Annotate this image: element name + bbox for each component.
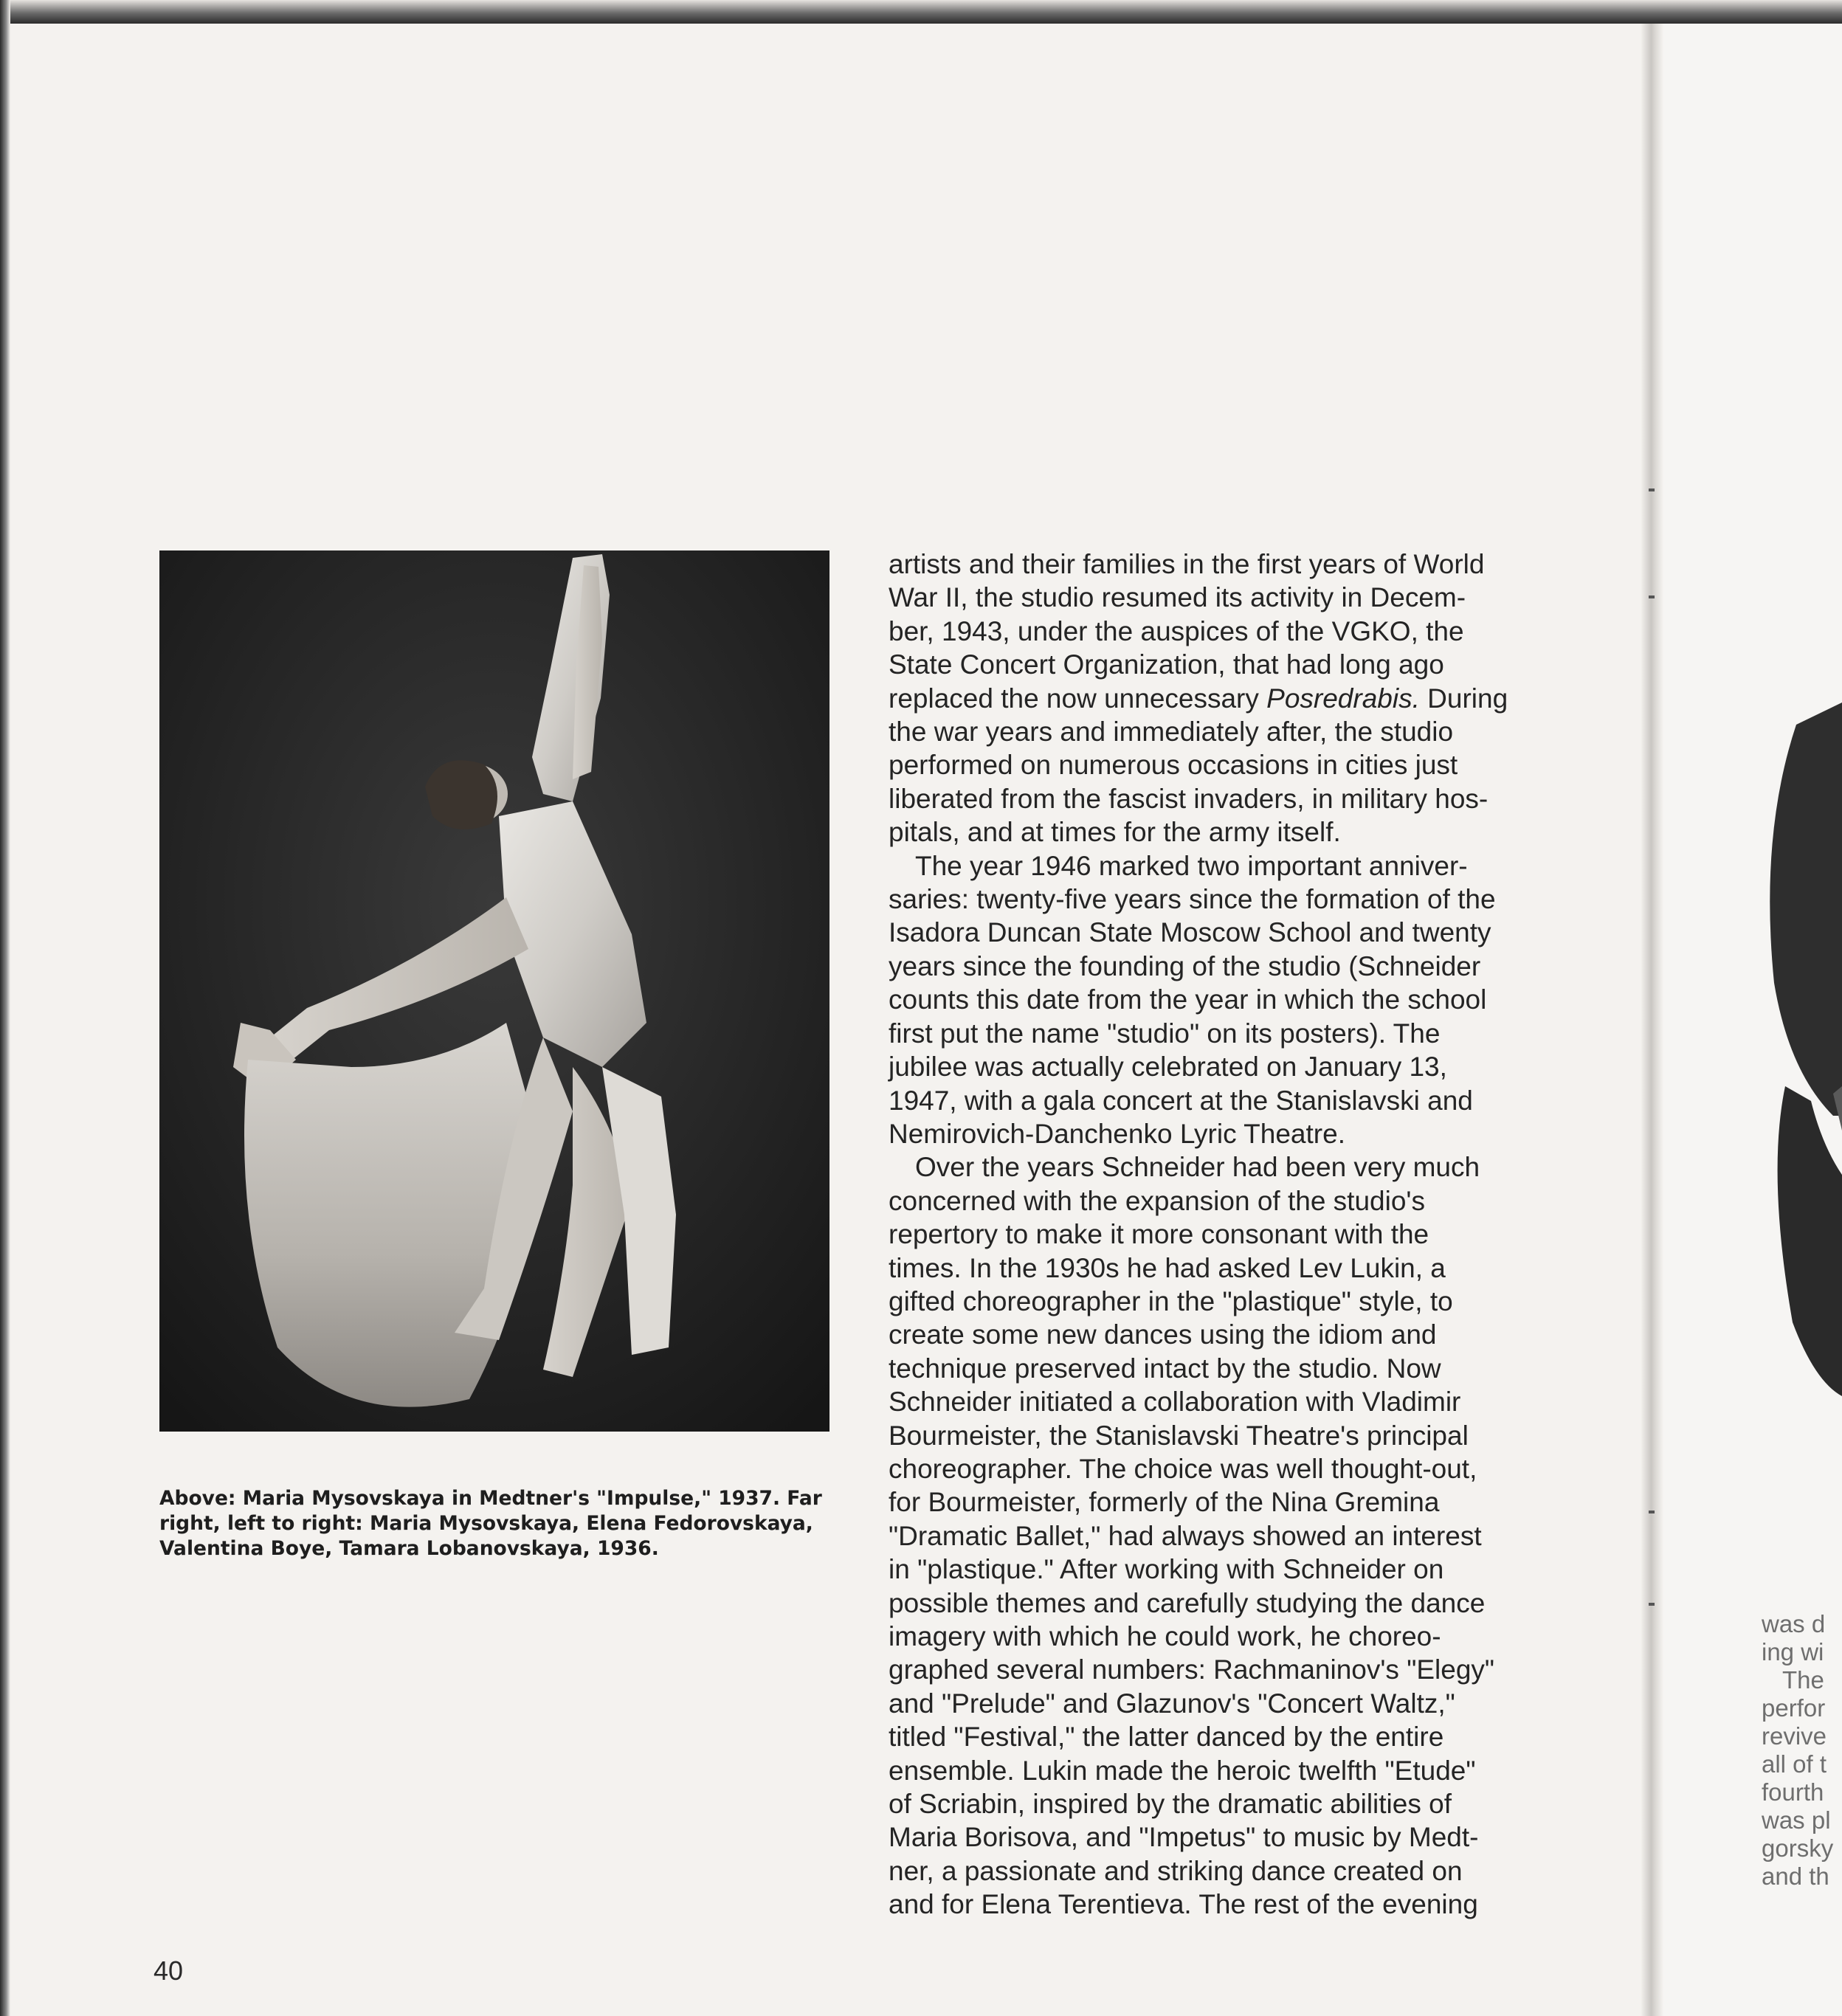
body-line: War II, the studio resumed its activity in Decem- [889,582,1466,613]
body-line: Maria Borisova, and "Impetus" to music by Medt- [889,1822,1479,1853]
body-line: "Dramatic Ballet," had always showed an interest [889,1520,1482,1551]
scan-left-edge [0,0,10,2016]
body-line: performed on numerous occasions in cities just [889,750,1458,781]
paragraph-start: The year 1946 marked two important anniver- [915,850,1468,881]
body-line: artists and their families in the first years of World [889,549,1485,579]
facing-line: revive [1762,1722,1827,1750]
binding-mark [1649,489,1655,491]
facing-line: all of t [1762,1750,1827,1778]
body-line: gifted choreographer in the "plastique" style, to [889,1285,1453,1316]
book-spine [1641,24,1663,2016]
body-line: titled "Festival," the latter danced by the entire [889,1722,1444,1753]
body-text-span: During [1419,683,1508,714]
facing-line: was pl [1762,1806,1831,1834]
body-line: Isadora Duncan State Moscow School and twenty [889,917,1491,948]
paragraph-start: Over the years Schneider had been very much [915,1152,1480,1183]
body-line: jubilee was actually celebrated on January 13, [889,1052,1447,1083]
body-line: for Bourmeister, formerly of the Nina Gremina [889,1487,1440,1518]
facing-page-text [1762,1610,1842,1891]
facing-line: fourth [1762,1778,1824,1806]
body-line: State Concert Organization, that had long ago [889,649,1444,680]
body-line: liberated from the fascist invaders, in military hos- [889,783,1489,814]
body-line: technique preserved intact by the studio. Now [889,1353,1441,1384]
facing-line: was d [1762,1610,1826,1637]
body-line: and "Prelude" and Glazunov's "Concert Waltz," [889,1688,1455,1719]
body-line: 1947, with a gala concert at the Stanislavski and [889,1085,1473,1116]
facing-line: gorsky [1762,1834,1834,1862]
body-line: imagery with which he could work, he choreo- [889,1621,1441,1651]
body-line: times. In the 1930s he had asked Lev Lukin, a [889,1252,1446,1283]
body-line: Bourmeister, the Stanislavski Theatre's principal [889,1420,1469,1451]
caption-line: right, left to right: Maria Mysovskaya, Elena Fedorovskaya, [159,1512,813,1535]
caption-line: Above: Maria Mysovskaya in Medtner's "Impulse," 1937. Far [159,1487,822,1510]
body-text-span: replaced the now unnecessary [889,683,1267,714]
body-line: saries: twenty-five years since the formation of the [889,884,1496,915]
body-line: years since the founding of the studio (Schneider [889,950,1481,981]
binding-mark [1649,1603,1655,1606]
body-line: in "plastique." After working with Schneider on [889,1554,1444,1585]
binding-mark [1649,596,1655,598]
body-line: graphed several numbers: Rachmaninov's "Elegy" [889,1654,1495,1685]
caption-line: Valentina Boye, Tamara Lobanovskaya, 1936. [159,1537,659,1560]
body-line: ner, a passionate and striking dance created on [889,1855,1463,1886]
facing-line: The [1782,1666,1824,1694]
body-line: counts this date from the year in which the school [889,984,1487,1015]
body-line: the war years and immediately after, the studio [889,717,1454,748]
body-line: Nemirovich-Danchenko Lyric Theatre. [889,1118,1345,1149]
body-line: first put the name "studio" on its posters). The [889,1018,1441,1049]
body-line: of Scriabin, inspired by the dramatic abilities of [889,1789,1452,1820]
facing-page-photo-fragment [1663,24,1842,1573]
body-line [889,682,1567,715]
body-line: ber, 1943, under the auspices of the VGKO, the [889,615,1464,646]
body-text-column [889,548,1567,1922]
italic-title: Posredrabis. [1266,683,1420,714]
body-line: pitals, and at times for the army itself. [889,817,1341,848]
body-line: possible themes and carefully studying the dance [889,1587,1486,1618]
dancer-photo [159,550,829,1432]
dancer-photo-image [159,550,829,1432]
body-line: Schneider initiated a collaboration with Vladimir [889,1387,1461,1418]
facing-page [1663,24,1842,2016]
body-line: concerned with the expansion of the studio's [889,1185,1425,1216]
scan-top-edge [0,0,1842,24]
body-line: create some new dances using the idiom and [889,1319,1437,1350]
body-line: repertory to make it more consonant with the [889,1219,1429,1250]
body-line: ensemble. Lukin made the heroic twelfth "Etude" [889,1755,1476,1786]
facing-line: perfor [1762,1694,1826,1722]
body-line: and for Elena Terentieva. The rest of the evening [889,1889,1478,1920]
page-number: 40 [154,1955,184,1986]
body-line: choreographer. The choice was well thought-out, [889,1453,1477,1484]
binding-mark [1649,1511,1655,1513]
facing-line: and th [1762,1863,1829,1890]
photo-caption [159,1486,846,1561]
facing-line: ing wi [1762,1638,1824,1665]
